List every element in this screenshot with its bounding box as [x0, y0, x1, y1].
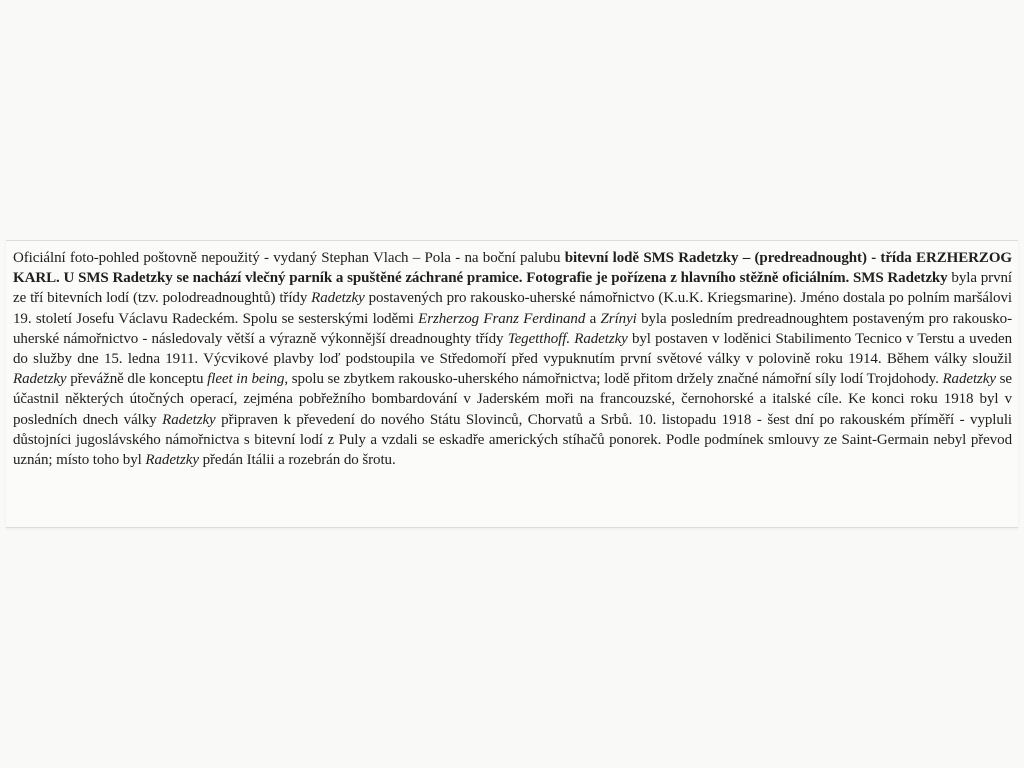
description-paragraph: [13, 248, 1012, 470]
text-run-italic: Radetzky: [13, 371, 67, 388]
text-run-normal: byl postaven v loděnici Stabilimento Tecnico v Terstu a uveden do služby dne 15. ledna 1911. Výcvikové plavby loď podstoupila ve Středomoří před vypuknutím první světové války v polovině roku 1914. Během války sloužil: [13, 330, 1013, 368]
text-run-normal: připraven k převedení do nového Státu Slovinců, Chorvatů a Srbů. 10. listopadu 1918 - šest dní po rakouském příměří - vypluli důstojníci jugoslávského námořnictva s bitevní lodí z Puly a vzdali se eskadře amerických stíhačů ponorek. Podle podmínek smlouvy ze Saint-Germain nebyl převod uznán; místo toho byl: [13, 411, 1012, 469]
text-run-italic: Radetzky: [574, 330, 628, 347]
text-run-italic: Radetzky: [942, 371, 996, 388]
text-run-italic: Zrínyi: [600, 310, 637, 327]
text-run-normal: byla posledním predreadnoughtem postaveným pro rakousko-uherské námořnictvo - následovaly větší a výrazně výkonnější dreadnoughty třídy: [13, 310, 1012, 347]
text-run-normal: předán Itálii a rozebrán do šrotu.: [198, 452, 396, 469]
text-run-italic: fleet in being: [207, 371, 285, 388]
text-run-normal: Oficiální foto-pohled poštovně nepoužitý - vydaný Stephan Vlach – Pola - na boční palubu: [13, 250, 565, 266]
text-run-normal: se účastnil některých útočných operací, zejména pobřežního bombardování v Jaderském moři na francouzské, černohorské a italské cíle. Ke konci roku 1918 byl v posledních dnech války: [13, 371, 1012, 428]
text-run-normal: postavených pro rakousko-uherské námořnictvo (K.u.K. Kriegsmarine). Jméno dostala po polním maršálovi 19. století Josefu Václavu Radeckém. Spolu se sesterskými loděmi: [13, 290, 1012, 327]
text-run-italic: Tegetthoff.: [507, 330, 571, 347]
text-run-italic: Radetzky: [162, 411, 216, 428]
text-run-italic: Radetzky: [311, 290, 365, 307]
text-run-italic: Radetzky: [145, 452, 199, 469]
text-run-bold: bitevní lodě SMS Radetzky – (predreadnought) - třída ERZHERZOG KARL. U SMS Radetzky se nachází vlečný parník a spuštěné záchrané pramice. Fotografie je pořízena z hlavního stěžně oficiálním. SMS Radetzky: [13, 250, 1012, 287]
text-run-italic: Erzherzog Franz Ferdinand: [418, 310, 586, 327]
text-run-normal: byla první ze tří bitevních lodí (tzv. polodreadnoughtů) třídy: [13, 270, 1012, 307]
description-label-strip: [6, 240, 1018, 528]
text-run-normal: , spolu se zbytkem rakousko-uherského námořnictva; lodě přitom držely značné námořní síly lodí Trojdohody.: [284, 371, 943, 388]
text-run-normal: a: [585, 310, 601, 327]
text-run-normal: převážně dle konceptu: [66, 371, 208, 388]
